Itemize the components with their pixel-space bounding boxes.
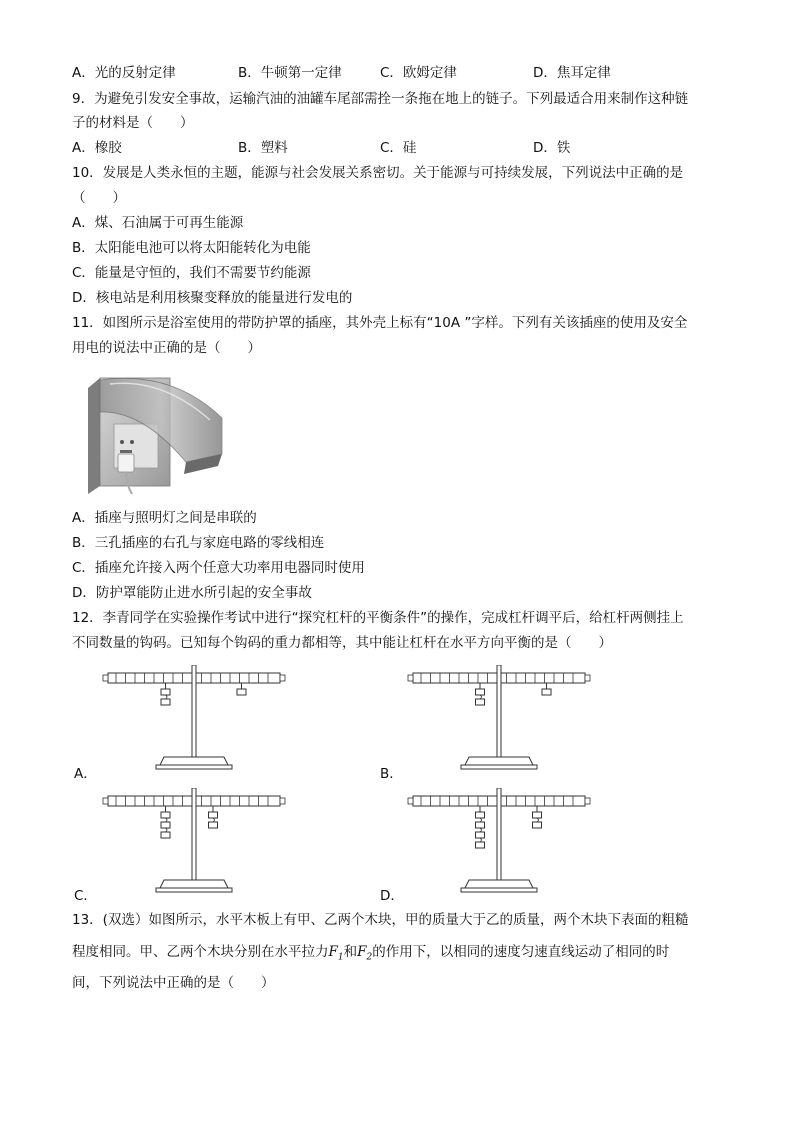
hook-link [166, 818, 168, 822]
q13-stem-line3: 间，下列说法中正确的是（ ） [72, 975, 275, 991]
hook-weight [209, 812, 218, 818]
lever-stand-foot [461, 765, 537, 769]
q9-option-b: B．塑料 [238, 140, 288, 156]
lever-nut-left [103, 675, 108, 681]
q9-option-a: A．橡胶 [72, 140, 122, 156]
q9-option-c: C．硅 [380, 140, 417, 156]
hook-weight [161, 689, 170, 695]
lever-stand-base [465, 757, 533, 765]
hook-weight [161, 832, 170, 838]
hook-link [166, 695, 168, 699]
hook-weight [542, 689, 551, 695]
lever-stand-foot [461, 888, 537, 892]
q12-option-c-label: C． [74, 888, 97, 904]
q11-stem-line1: 11．如图所示是浴室使用的带防护罩的插座，其外壳上标有“10A ”字样。下列有关该插座的使用及安全 [72, 315, 688, 331]
hook-link [480, 838, 482, 842]
q12-stem-line1: 12．李青同学在实验操作考试中进行“探究杠杆的平衡条件”的操作，完成杠杆调平后，给杠杆两侧挂上 [72, 610, 684, 626]
lever-stand-pole [497, 665, 501, 757]
hook-weight [476, 689, 485, 695]
lever-diagram-a [100, 665, 290, 775]
lever-stand-pole [497, 788, 501, 880]
lever-nut-right [280, 798, 285, 804]
lever-diagram-c [100, 788, 290, 898]
q9-option-d: D．铁 [533, 140, 571, 156]
hook-weight [161, 822, 170, 828]
hook-weight [161, 699, 170, 705]
hook-weight [533, 822, 542, 828]
lever-stand-base [160, 880, 228, 888]
q13-stem-line2-tail: 的作用下，以相同的速度匀速直线运动了相同的时 [372, 944, 670, 960]
lever-stand-foot [156, 765, 232, 769]
q11-option-a: A．插座与照明灯之间是串联的 [72, 510, 257, 526]
hook-weight [209, 822, 218, 828]
q11-stem-line2: 用电的说法中正确的是（ ） [72, 340, 261, 356]
hook-weight [533, 812, 542, 818]
q8-option-c: C．欧姆定律 [380, 65, 457, 81]
q10-stem-line1: 10．发展是人类永恒的主题，能源与社会发展关系密切。关于能源与可持续发展，下列说法中正确的是 [72, 165, 684, 181]
q8-option-a: A．光的反射定律 [72, 65, 176, 81]
q11-option-c: C．插座允许接入两个任意大功率用电器同时使用 [72, 560, 365, 576]
force-f2-subscript: 2 [366, 952, 373, 963]
force-f2-symbol [357, 944, 373, 963]
force-f1-subscript: 1 [337, 952, 344, 963]
q9-stem-line1: 9．为避免引发安全事故，运输汽油的油罐车尾部需拴一条拖在地上的链子。下列最适合用来制作这种链 [72, 91, 689, 107]
q8-option-d: D．焦耳定律 [533, 65, 611, 81]
q12-option-b-label: B． [380, 766, 403, 782]
lever-stand-pole [192, 788, 196, 880]
q13-stem-line1: 13．(双选）如图所示，水平木板上有甲、乙两个木块，甲的质量大于乙的质量，两个木块下表面的粗糙 [72, 912, 689, 928]
q13-stem-line2 [72, 942, 669, 968]
hook-link [213, 818, 215, 822]
hook-weight [476, 699, 485, 705]
hook-weight [476, 842, 485, 848]
hook-link [166, 828, 168, 832]
q11-option-d: D．防护罩能防止进水所引起的安全事故 [72, 585, 312, 601]
lever-nut-right [585, 798, 590, 804]
q12-option-d-label: D． [380, 888, 404, 904]
q10-option-c: C．能量是守恒的，我们不需要节约能源 [72, 265, 311, 281]
lever-nut-left [103, 798, 108, 804]
hook-link [480, 818, 482, 822]
hook-weight [237, 689, 246, 695]
force-f1-symbol [328, 944, 344, 963]
lever-stand-base [465, 880, 533, 888]
lever-nut-right [585, 675, 590, 681]
lever-nut-left [408, 798, 413, 804]
force-f1-letter: F [328, 944, 338, 960]
q10-stem-line2: （ ） [72, 190, 126, 206]
hook-weight [476, 832, 485, 838]
lever-stand-base [160, 757, 228, 765]
bathroom-socket-figure [82, 370, 228, 498]
lever-nut-left [408, 675, 413, 681]
lever-diagram-d [405, 788, 595, 898]
lever-nut-right [280, 675, 285, 681]
lever-diagram-b [405, 665, 595, 775]
q8-option-b: B．牛顿第一定律 [238, 65, 342, 81]
hook-link [537, 818, 539, 822]
q13-stem-line2-head: 程度相同。甲、乙两个木块分别在水平拉力 [72, 944, 329, 960]
q11-option-b: B．三孔插座的右孔与家庭电路的零线相连 [72, 535, 325, 551]
force-f2-letter: F [357, 944, 367, 960]
q9-stem-line2: 子的材料是（ ） [72, 115, 194, 131]
hook-link [480, 695, 482, 699]
q10-option-a: A．煤、石油属于可再生能源 [72, 215, 244, 231]
hook-weight [161, 812, 170, 818]
q12-stem-line2: 不同数量的钩码。已知每个钩码的重力都相等，其中能让杠杆在水平方向平衡的是（ ） [72, 635, 612, 651]
hook-weight [476, 812, 485, 818]
q10-option-b: B．太阳能电池可以将太阳能转化为电能 [72, 240, 311, 256]
hook-weight [476, 822, 485, 828]
q12-option-a-label: A． [74, 766, 97, 782]
lever-stand-pole [192, 665, 196, 757]
hook-link [480, 828, 482, 832]
lever-stand-foot [156, 888, 232, 892]
q13-and-text: 和 [343, 944, 358, 960]
q10-option-d: D．核电站是利用核聚变释放的能量进行发电的 [72, 290, 353, 306]
